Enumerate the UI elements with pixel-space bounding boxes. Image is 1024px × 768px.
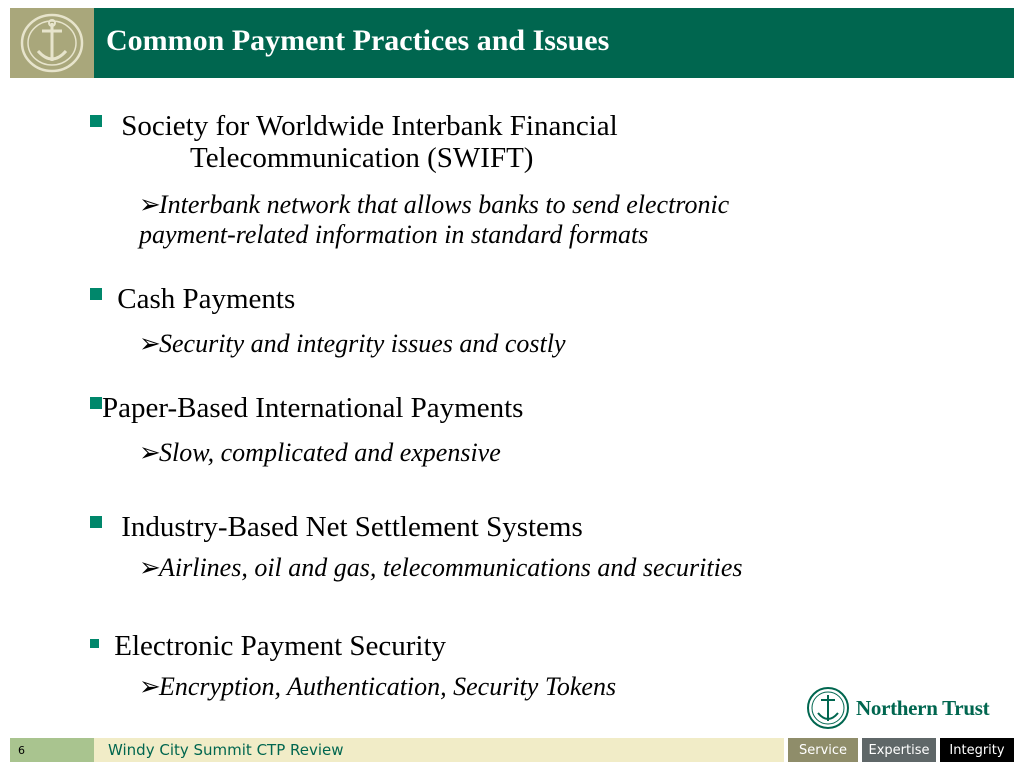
footer-title: Windy City Summit CTP Review — [94, 738, 784, 762]
bullet-text: Paper-Based International Payments — [102, 392, 524, 424]
bullet-continuation: Telecommunication (SWIFT) — [190, 142, 534, 174]
tag-integrity: Integrity — [940, 738, 1014, 762]
slide-footer — [10, 738, 1014, 762]
bullet-electronic — [90, 630, 446, 663]
arrow-bullet-icon: ➢ — [139, 553, 161, 582]
bullet-square-icon — [90, 639, 99, 648]
bullet-industry — [90, 511, 583, 544]
sub-bullet-paper: ➢Slow, complicated and expensive — [139, 438, 501, 467]
bullet-paper — [90, 392, 523, 425]
slide-title: Common Payment Practices and Issues — [106, 24, 610, 57]
arrow-bullet-icon: ➢ — [139, 329, 161, 358]
bullet-cash — [90, 283, 295, 316]
bullet-text: Cash Payments — [117, 283, 296, 315]
arrow-bullet-icon: ➢ — [139, 438, 161, 467]
sub-bullet-continuation: payment-related information in standard formats — [139, 220, 649, 249]
bullet-square-icon — [90, 516, 102, 528]
sub-bullet-electronic: ➢Encryption, Authentication, Security Tokens — [139, 672, 617, 701]
bullet-text: Industry-Based Net Settlement Systems — [121, 511, 583, 543]
bullet-square-icon — [90, 397, 102, 409]
bullet-swift — [90, 110, 618, 143]
bullet-text: Society for Worldwide Interbank Financial — [121, 110, 618, 142]
page-number: 6 — [10, 738, 94, 762]
bullet-square-icon — [90, 288, 102, 300]
bullet-text: Electronic Payment Security — [114, 630, 447, 662]
sub-bullet-industry: ➢Airlines, oil and gas, telecommunications and securities — [139, 553, 743, 582]
tag-service: Service — [788, 738, 858, 762]
northern-trust-logo — [806, 686, 989, 730]
anchor-seal-icon — [806, 686, 850, 730]
brand-name: Northern Trust — [856, 695, 990, 720]
arrow-bullet-icon: ➢ — [139, 190, 161, 219]
bullet-square-icon — [90, 115, 102, 127]
sub-bullet-cash: ➢Security and integrity issues and costly — [139, 329, 566, 358]
arrow-bullet-icon: ➢ — [139, 672, 161, 701]
tag-expertise: Expertise — [862, 738, 936, 762]
sub-bullet-swift: ➢Interbank network that allows banks to send electronic — [139, 190, 730, 219]
